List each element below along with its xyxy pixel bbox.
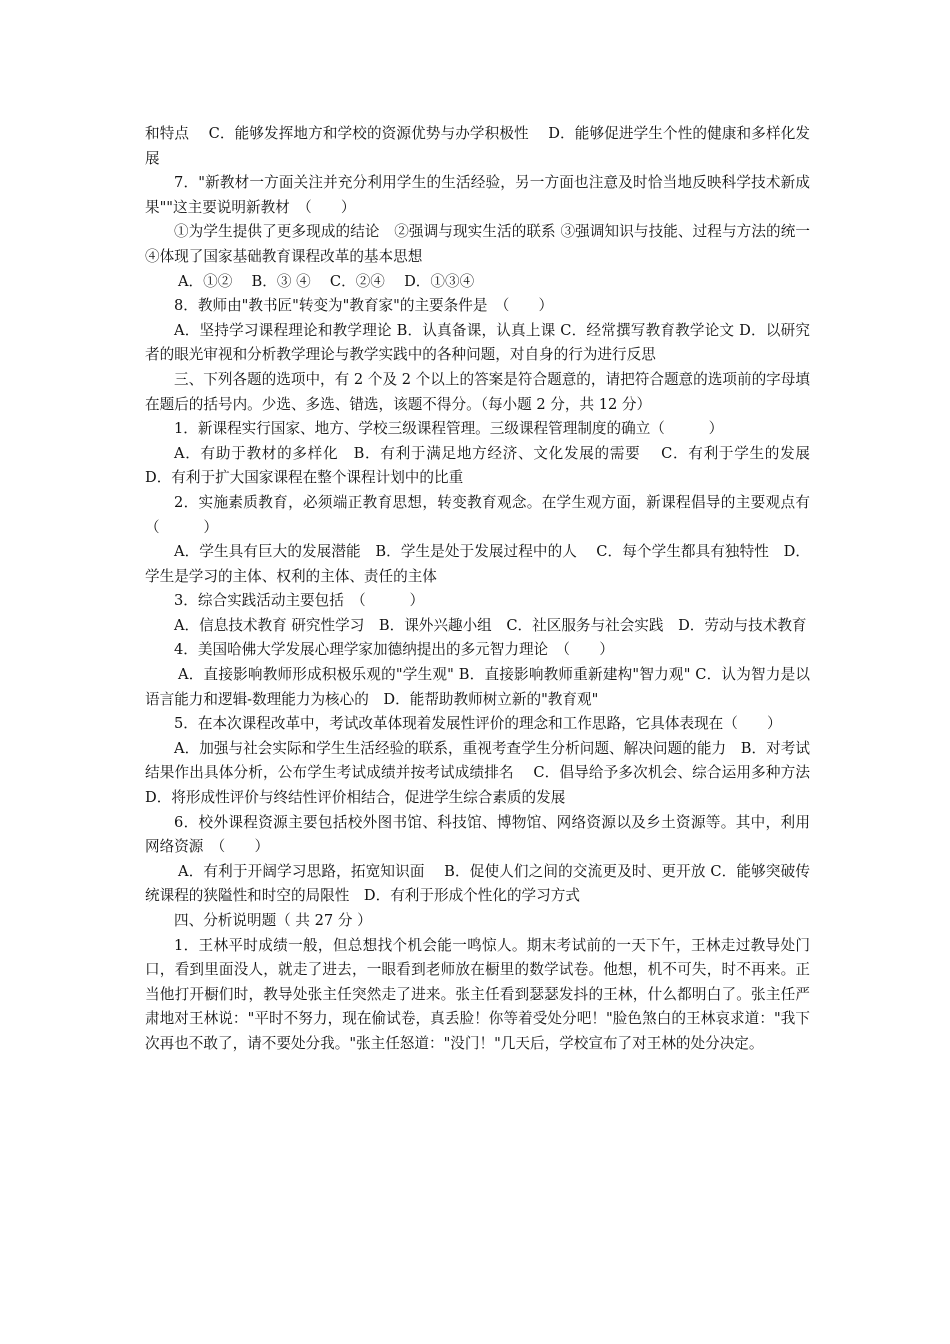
document-paragraph: 1．新课程实行国家、地方、学校三级课程管理。三级课程管理制度的确立（ ） [174,420,724,438]
document-paragraph: A．加强与社会实际和学生生活经验的联系，重视考查学生分析问题、解决问题的能力 B．对考试结果作出具体分析，公布学生考试成绩并按考试成绩排名 C．倡导给予多次机会、综合运用多种方法 D．将形成性评价与终结性评价相结合，促进学生综合素质的发展 [145,739,830,807]
document-paragraph: 5．在本次课程改革中，考试改革体现着发展性评价的理念和工作思路，它具体表现在（ ） [174,715,782,733]
document-paragraph: 3．综合实践活动主要包括 （ ） [174,592,425,610]
document-paragraph: A．直接影响教师形成积极乐观的"学生观" B．直接影响教师重新建构"智力观" C．认为智力是以语言能力和逻辑-数理能力为核心的 D．能帮助教师树立新的"教育观" [145,666,810,708]
document-page [145,122,830,1057]
document-paragraph: 6．校外课程资源主要包括校外图书馆、科技馆、博物馆、网络资源以及乡土资源等。其中，利用网络资源 （ ） [145,813,810,856]
document-paragraph: 和特点 C．能够发挥地方和学校的资源优势与办学积极性 D．能够促进学生个性的健康和多样化发展 [145,125,810,167]
document-paragraph: 四、分析说明题（ 共 27 分 ） [174,912,372,929]
document-paragraph: 4．美国哈佛大学发展心理学家加德纳提出的多元智力理论 （ ） [174,641,614,659]
document-paragraph: A．有利于开阔学习思路，拓宽知识面 B．促使人们之间的交流更及时、更开放 C．能够突破传统课程的狭隘性和时空的局限性 D．有利于形成个性化的学习方式 [145,862,810,905]
document-paragraph: 三、下列各题的选项中，有 2 个及 2 个以上的答案是符合题意的，请把符合题意的选项前的字母填在题后的括号内。少选、多选、错选，该题不得分。（每小题 2 分，共 12 分） [145,370,810,413]
document-paragraph: A．坚持学习课程理论和教学理论 B．认真备课，认真上课 C．经常撰写教育教学论文 D．以研究者的眼光审视和分析教学理论与教学实践中的各种问题，对自身的行为进行反思 [145,321,810,364]
document-paragraph: 7．"新教材一方面关注并充分利用学生的生活经验，另一方面也注意及时恰当地反映科学技术新成果""这主要说明新教材 （ ） [145,174,810,216]
document-paragraph: 8．教师由"教书匠"转变为"教育家"的主要条件是 （ ） [174,297,554,315]
document-paragraph: A．有助于教材的多样化 B．有利于满足地方经济、文化发展的需要 C．有利于学生的发展 D．有利于扩大国家课程在整个课程计划中的比重 [145,444,825,487]
document-paragraph: A．信息技术教育 研究性学习 B．课外兴趣小组 C．社区服务与社会实践 D．劳动与技术教育 [174,616,807,634]
document-paragraph: A．①② B．③ ④ C．②④ D．①③④ [178,272,475,290]
document-paragraph: ①为学生提供了更多现成的结论 ②强调与现实生活的联系 ③强调知识与技能、过程与方法的统一 ④体现了国家基础教育课程改革的基本思想 [145,223,825,265]
document-paragraph: 1．王林平时成绩一般，但总想找个机会能一鸣惊人。期末考试前的一天下午，王林走过教导处门口，看到里面没人，就走了进去，一眼看到老师放在橱里的数学试卷。他想，机不可失，时不再来。正当他打开橱们时，教导处张主任突然走了进来。张主任看到瑟瑟发抖的王林，什么都明白了。张主任严肃地对王林说："平时不努力，现在偷试卷，真丢脸！你等着受处分吧！"脸色煞白的王林哀求道："我下次再也不敢了，请不要处分我。"张主任怒道："没门！"几天后，学校宣布了对王林的处分决定。 [145,936,810,1052]
document-paragraph: 2．实施素质教育，必须端正教育思想，转变教育观念。在学生观方面，新课程倡导的主要观点有 （ ） [145,493,825,536]
document-paragraph: A．学生具有巨大的发展潜能 B．学生是处于发展过程中的人 C．每个学生都具有独特性 D．学生是学习的主体、权利的主体、责任的主体 [145,543,810,585]
